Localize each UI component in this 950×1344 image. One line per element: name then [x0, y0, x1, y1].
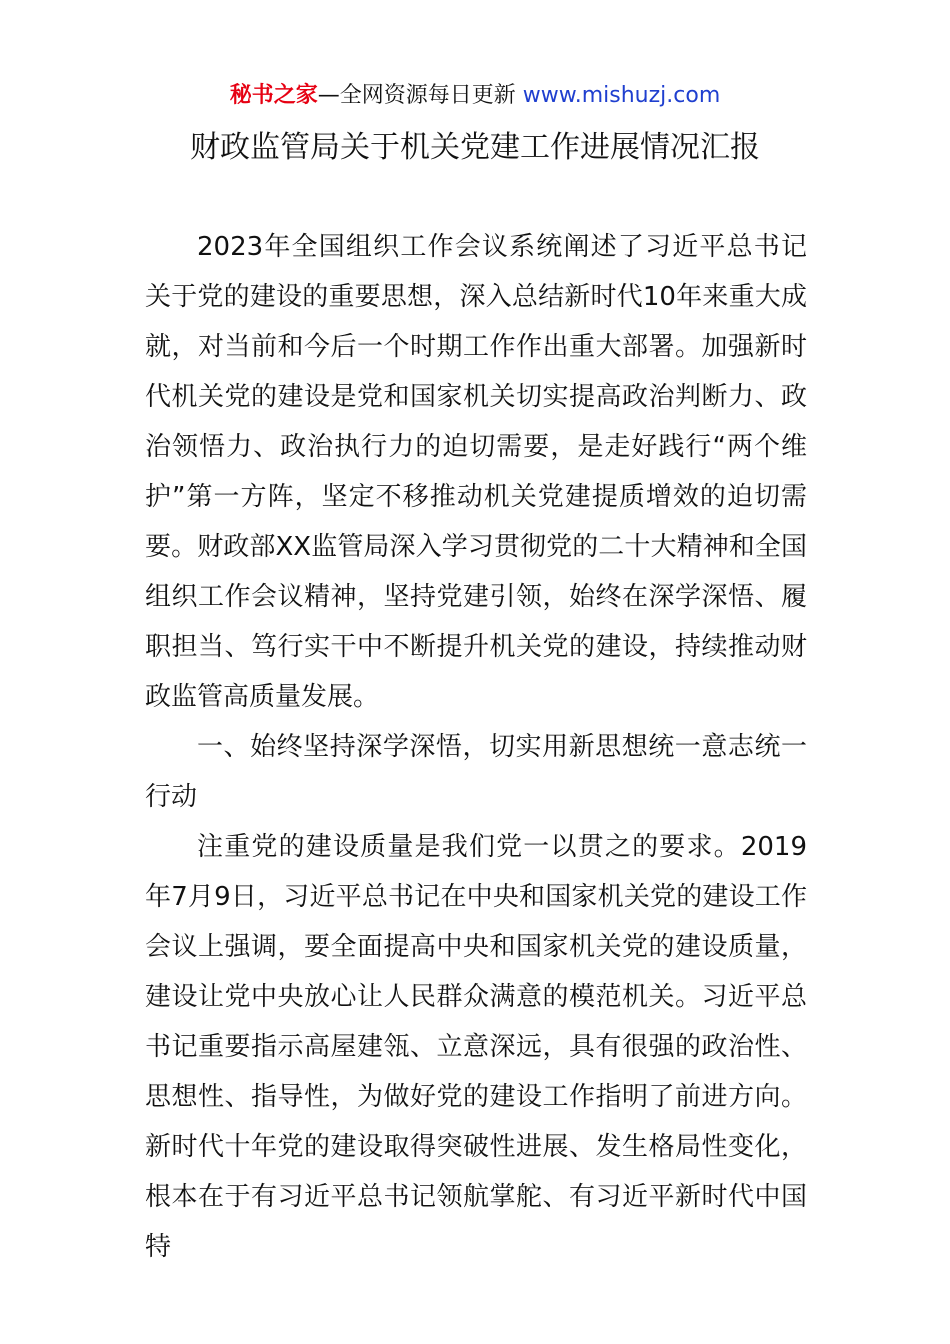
site-slogan: —全网资源每日更新: [317, 83, 523, 108]
site-header: [0, 80, 950, 112]
paragraph-section-1: 注重党的建设质量是我们党一以贯之的要求。2019年7月9日，习近平总书记在中央和国家机关党的建设工作会议上强调，要全面提高中央和国家机关党的建设质量，建设让党中央放心让人民群众满意的模范机关。习近平总书记重要指示高屋建瓴、立意深远，具有很强的政治性、思想性、指导性，为做好党的建设工作指明了前进方向。新时代十年党的建设取得突破性进展、发生格局性变化，根本在于有习近平总书记领航掌舵、有习近平新时代中国特: [145, 832, 807, 1262]
document-body: [145, 222, 807, 1272]
document-title: 财政监管局关于机关党建工作进展情况汇报: [190, 130, 760, 165]
brand-name: 秘书之家: [229, 83, 318, 108]
paragraph-intro: 2023年全国组织工作会议系统阐述了习近平总书记关于党的建设的重要思想，深入总结新时代10年来重大成就，对当前和今后一个时期工作作出重大部署。加强新时代机关党的建设是党和国家机关切实提高政治判断力、政治领悟力、政治执行力的迫切需要，是走好践行“两个维护”第一方阵，坚定不移推动机关党建提质增效的迫切需要。财政部XX监管局深入学习贯彻党的二十大精神和全国组织工作会议精神，坚持党建引领，始终在深学深悟、履职担当、笃行实干中不断提升机关党的建设，持续推动财政监管高质量发展。: [145, 232, 807, 712]
section-heading-1: 一、始终坚持深学深悟，切实用新思想统一意志统一行动: [145, 732, 807, 812]
site-url-link[interactable]: www.mishuzj.com: [522, 83, 721, 108]
